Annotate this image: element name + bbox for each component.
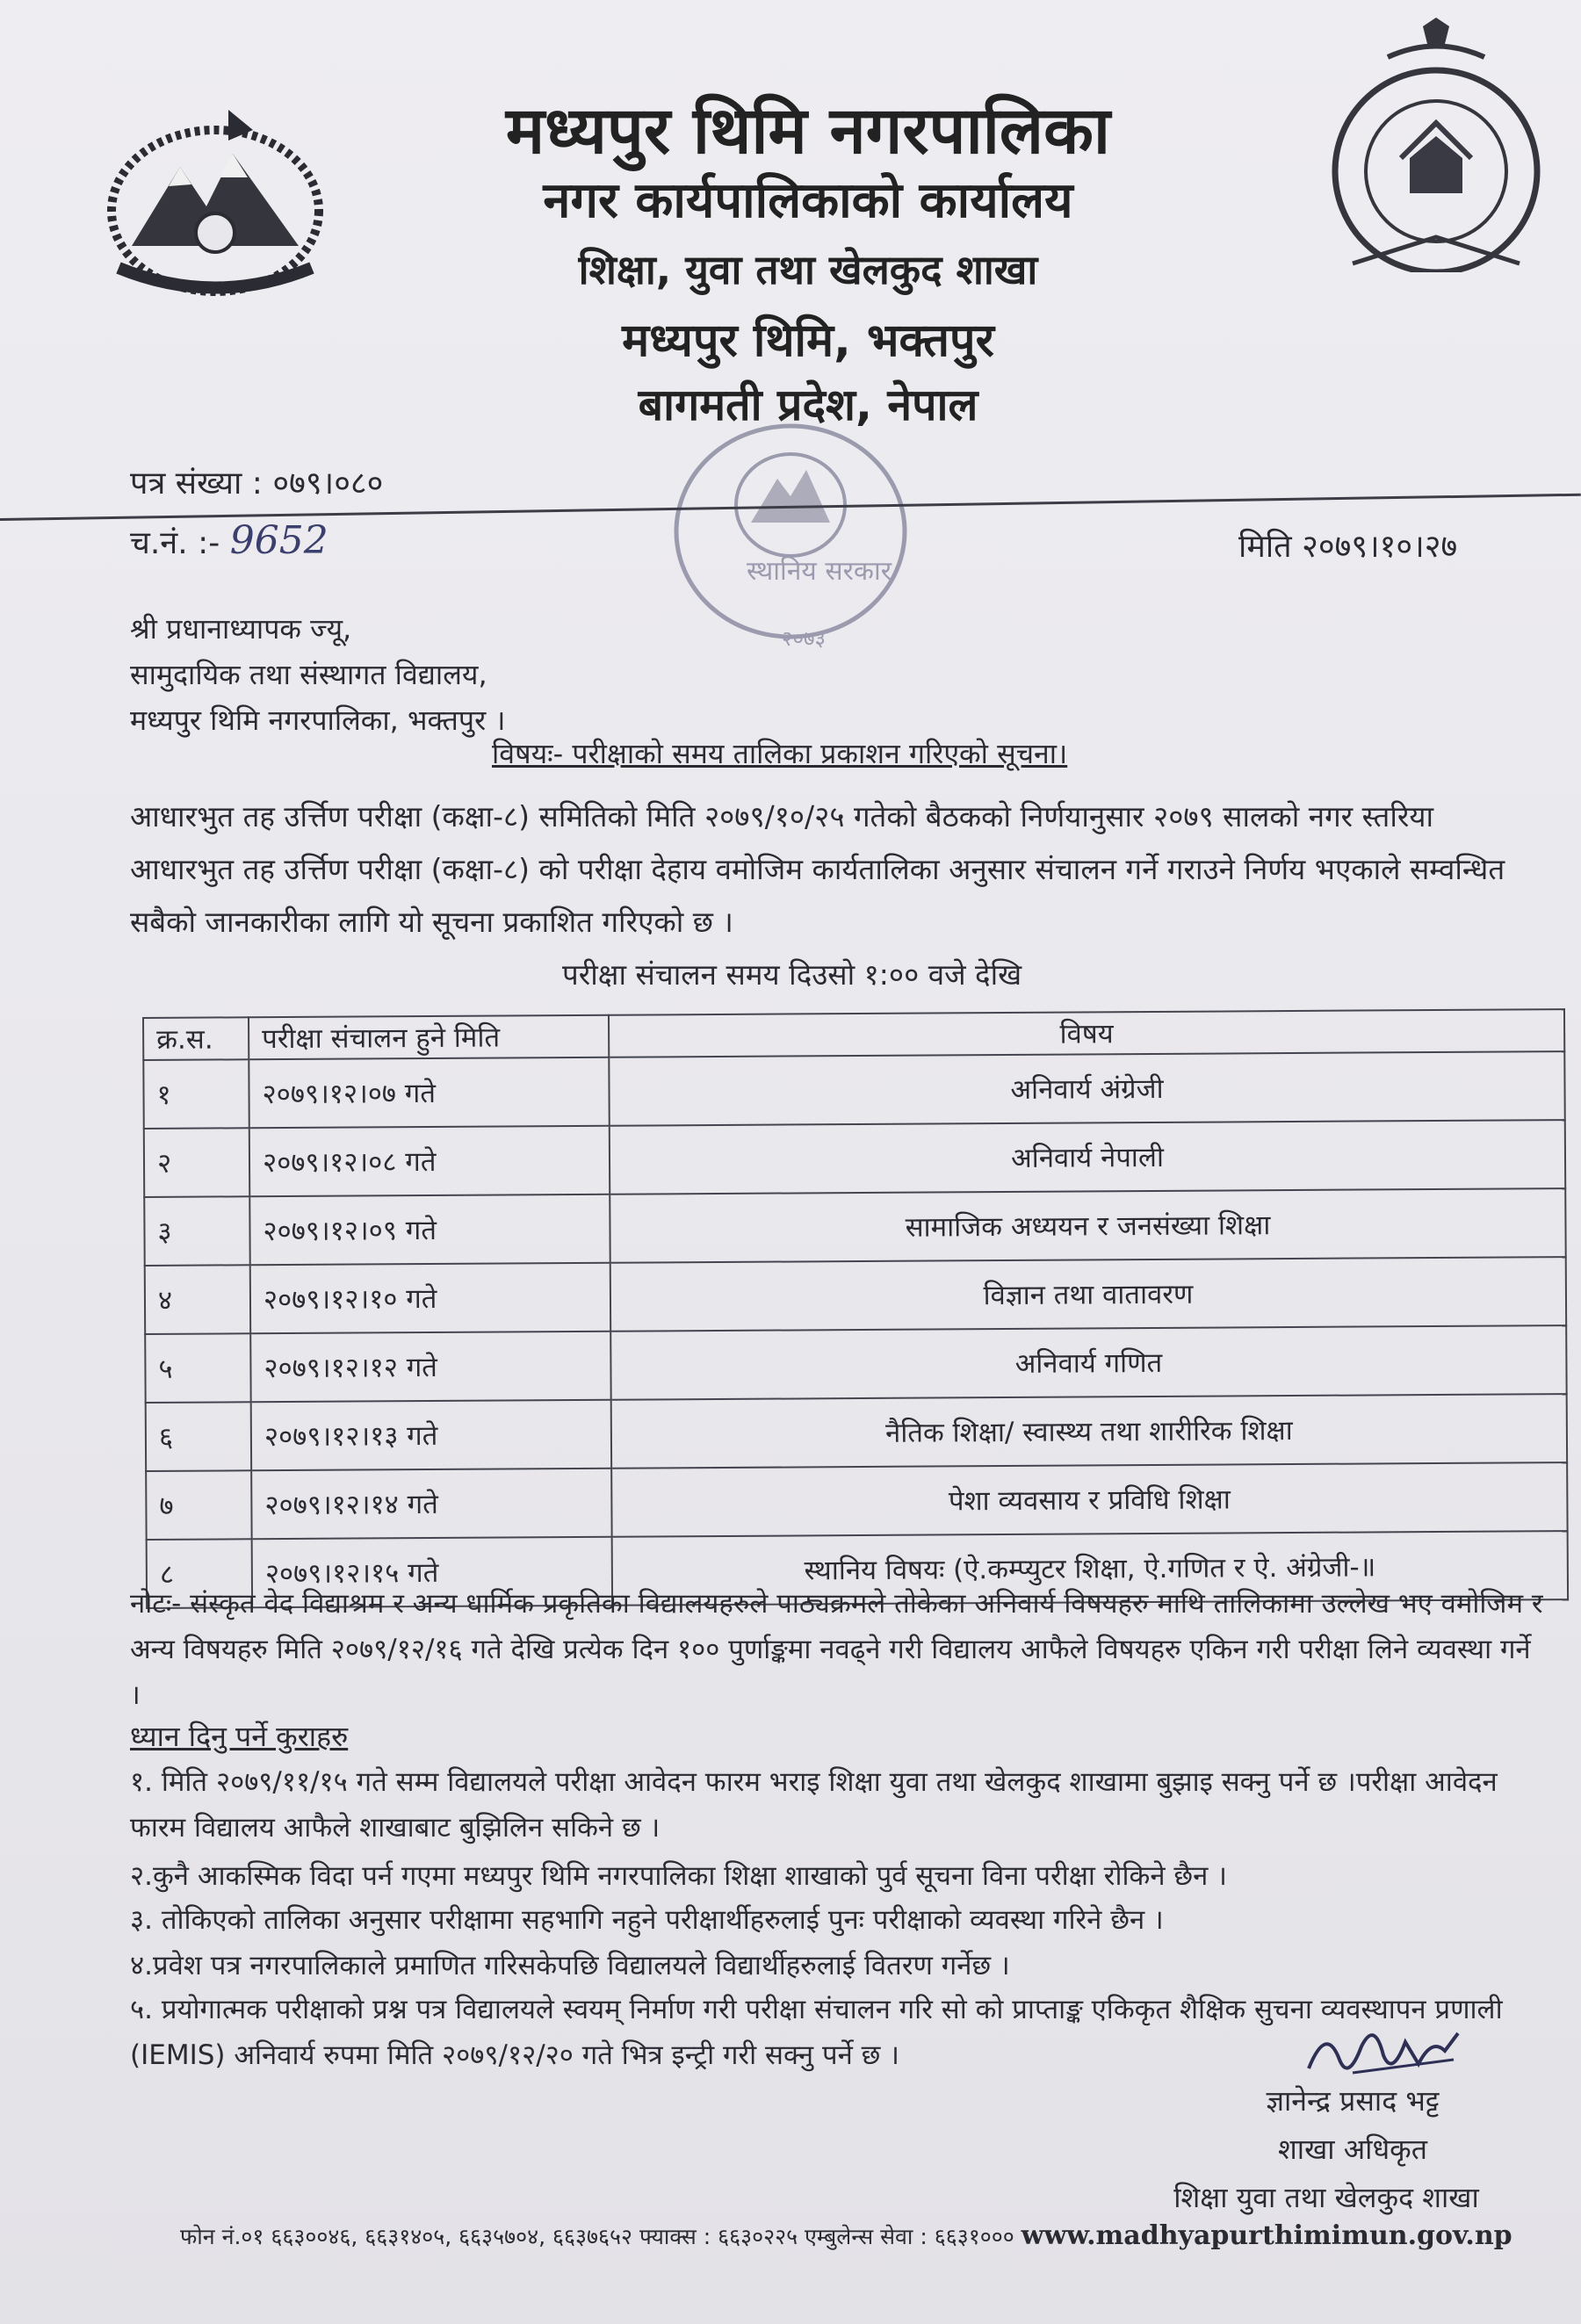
header-serial: क्र.स. [143, 1017, 249, 1060]
row-date: २०७९।१२।१३ गते [251, 1400, 611, 1471]
row-subject: अनिवार्य अंग्रेजी [609, 1051, 1564, 1126]
office-subtitle: नगर कार्यपालिकाको कार्यालय [543, 172, 1073, 229]
row-serial: ४ [145, 1265, 250, 1334]
row-date: २०७९।१२।१० गते [250, 1263, 610, 1334]
province-country: बागमती प्रदेश, नेपाल [638, 379, 978, 430]
row-serial: ७ [146, 1470, 251, 1540]
row-serial: ८ [147, 1539, 252, 1608]
dispatch-number-label: च.नं. :- [130, 525, 220, 561]
table-row [144, 1120, 1565, 1197]
office-stamp-icon [650, 408, 931, 663]
table-row [145, 1325, 1566, 1403]
letter-date [1238, 523, 1457, 567]
row-serial: १ [143, 1059, 249, 1129]
recipient-line-2: सामुदायिक तथा संस्थागत विद्यालय, [130, 658, 487, 691]
row-date: २०७९।१२।०९ गते [249, 1194, 610, 1266]
row-subject: स्थानिय विषयः (ऐ.कम्प्युटर शिक्षा, ऐ.गणित र ऐ. अंग्रेजी-॥ [612, 1531, 1568, 1606]
letter-number-value: ०७९।०८० [272, 466, 384, 502]
row-serial: ३ [144, 1196, 249, 1266]
signatory-department: शिक्षा युवा तथा खेलकुद शाखा [1173, 2181, 1479, 2214]
row-serial: ६ [146, 1402, 251, 1471]
signatory-title: शाखा अधिकृत [1278, 2133, 1427, 2166]
branch-name: शिक्षा, युवा तथा खेलकुद शाखा [578, 246, 1038, 293]
body-paragraph: आधारभुत तह उर्त्तिण परीक्षा (कक्षा-८) समितिको मिति २०७९/१०/२५ गतेको बैठकको निर्णयानुसार २०७९ सालको नगर स्तरिया आधारभुत तह उर्त्तिण परीक्षा (कक्षा-८) को परीक्षा देहाय वमोजिम कार्यतालिका अनुसार संचालन गर्ने गराउने निर्णय भएकाले सम्वन्धित सबैको जानकारीका लागि यो सूचना प्रकाशित गरिएको छ । [130, 799, 1505, 939]
recipient-line-1: श्री प्रधानाध्यापक ज्यू, [130, 612, 352, 646]
table-row [144, 1188, 1565, 1266]
signatory-name: ज्ञानेन्द्र प्रसाद भट्ट [1266, 2084, 1440, 2118]
attention-point-2: २.कुनै आकस्मिक विदा पर्न गएमा मध्यपुर थिमि नगरपालिका शिक्षा शाखाको पुर्व सूचना विना परीक्षा रोकिने छैन । [130, 1860, 1227, 1892]
dispatch-number [130, 518, 328, 563]
note-paragraph: नोटः- संस्कृत वेद विद्याश्रम र अन्य धार्मिक प्रकृतिका विद्यालयहरुले पाठ्यक्रमले तोकेका अनिवार्य विषयहरु माथि तालिकामा उल्लेख भए वमोजिम र अन्य विषयहरु मिति २०७९/१२/१६ गते देखि प्रत्येक दिन १०० पुर्णाङ्कमा नवढ्ने गरी विद्यालय आफैले विषयहरु एकिन गरी परीक्षा लिने व्यवस्था गर्ने । [130, 1588, 1543, 1711]
municipality-logo-icon [1318, 18, 1555, 272]
row-date: २०७९।१२।१२ गते [250, 1332, 610, 1403]
attention-point-5: ५. प्रयोगात्मक परीक्षाको प्रश्न पत्र विद्यालयले स्वयम् निर्माण गरी परीक्षा संचालन गरि सो को प्राप्ताङ्क एकिकृत शैक्षिक सुचना व्यवस्थापन प्रणाली (IEMIS) अनिवार्य रुपमा मिति २०७९/१२/२० गते भित्र इन्ट्री गरी सक्नु पर्ने छ । [130, 1994, 1503, 2071]
header-date: परीक्षा संचालन हुने मिति [249, 1015, 609, 1060]
office-location: मध्यपुर थिमि, भक्तपुर [622, 314, 994, 367]
table-row [146, 1462, 1567, 1540]
header-subject: विषय [609, 1009, 1564, 1057]
office-name: मध्यपुर थिमि नगरपालिका [505, 93, 1111, 169]
row-subject: नैतिक शिक्षा/ स्वास्थ्य तथा शारीरिक शिक्षा [611, 1394, 1567, 1469]
row-subject: पेशा व्यवसाय र प्रविधि शिक्षा [611, 1462, 1567, 1537]
row-date: २०७९।१२।०८ गते [249, 1126, 610, 1197]
row-subject: विज्ञान तथा वातावरण [610, 1257, 1566, 1332]
row-date: २०७९।१२।०७ गते [249, 1057, 609, 1129]
letter-number [130, 460, 383, 503]
row-subject: सामाजिक अध्ययन र जनसंख्या शिक्षा [610, 1188, 1565, 1263]
footer-website[interactable]: www.madhyapurthimimun.gov.np [1021, 2220, 1512, 2251]
row-date: २०७९।१२।१४ गते [251, 1469, 611, 1540]
letter-number-label: पत्र संख्या : [130, 466, 263, 502]
row-date: २०७९।१२।१५ गते [252, 1537, 612, 1608]
footer [180, 2220, 1550, 2251]
attention-heading: ध्यान दिनु पर्ने कुराहरु [130, 1720, 349, 1753]
letter-date-label: मिति [1238, 529, 1292, 565]
attention-point-1: १. मिति २०७९/११/१५ गते सम्म विद्यालयले परीक्षा आवेदन फारम भराइ शिक्षा युवा तथा खेलकुद शाखामा बुझाइ सक्नु पर्ने छ ।परीक्षा आवेदन फारम विद्यालय आफैले शाखाबाट बुझिलिन सकिने छ । [130, 1766, 1498, 1844]
row-serial: २ [144, 1128, 249, 1197]
stamp-year-text: २०७३ [782, 626, 826, 651]
exam-schedule-table [142, 1008, 1569, 1609]
nepal-emblem-icon [97, 105, 334, 307]
dispatch-number-value: 9652 [229, 518, 328, 563]
recipient-line-3: मध्यपुर थिमि नगरपालिका, भक्तपुर । [130, 704, 506, 737]
row-subject: अनिवार्य गणित [610, 1325, 1566, 1400]
letter-date-value: २०७९।१०।२७ [1302, 529, 1458, 565]
row-serial: ५ [145, 1333, 250, 1403]
row-subject: अनिवार्य नेपाली [610, 1120, 1565, 1194]
attention-point-3: ३. तोकिएको तालिका अनुसार परीक्षामा सहभागि नहुने परीक्षार्थीहरुलाई पुनः परीक्षाको व्यवस्था गरिने छैन । [130, 1904, 1164, 1936]
attention-point-4: ४.प्रवेश पत्र नगरपालिकाले प्रमाणित गरिसकेपछि विद्यालयले विद्यार्थीहरुलाई वितरण गर्नेछ । [130, 1950, 1010, 1981]
subject-line: विषयः- परीक्षाको समय तालिका प्रकाशन गरिएको सूचना। [492, 737, 1068, 770]
stamp-top-text: स्थानिय सरकार [747, 556, 892, 587]
footer-contacts: फोन नं.०१ ६६३००४६, ६६३१४०५, ६६३५७०४, ६६३७६५२ फ्याक्स : ६६३०२२५ एम्बुलेन्स सेवा : ६६३१००० [180, 2224, 1014, 2249]
table-row [146, 1394, 1567, 1471]
table-row [143, 1051, 1564, 1129]
handwritten-signature-icon [1300, 2020, 1467, 2090]
table-title: परीक्षा संचालन समय दिउसो १:०० वजे देखि [562, 957, 1022, 992]
table-row [145, 1257, 1566, 1334]
